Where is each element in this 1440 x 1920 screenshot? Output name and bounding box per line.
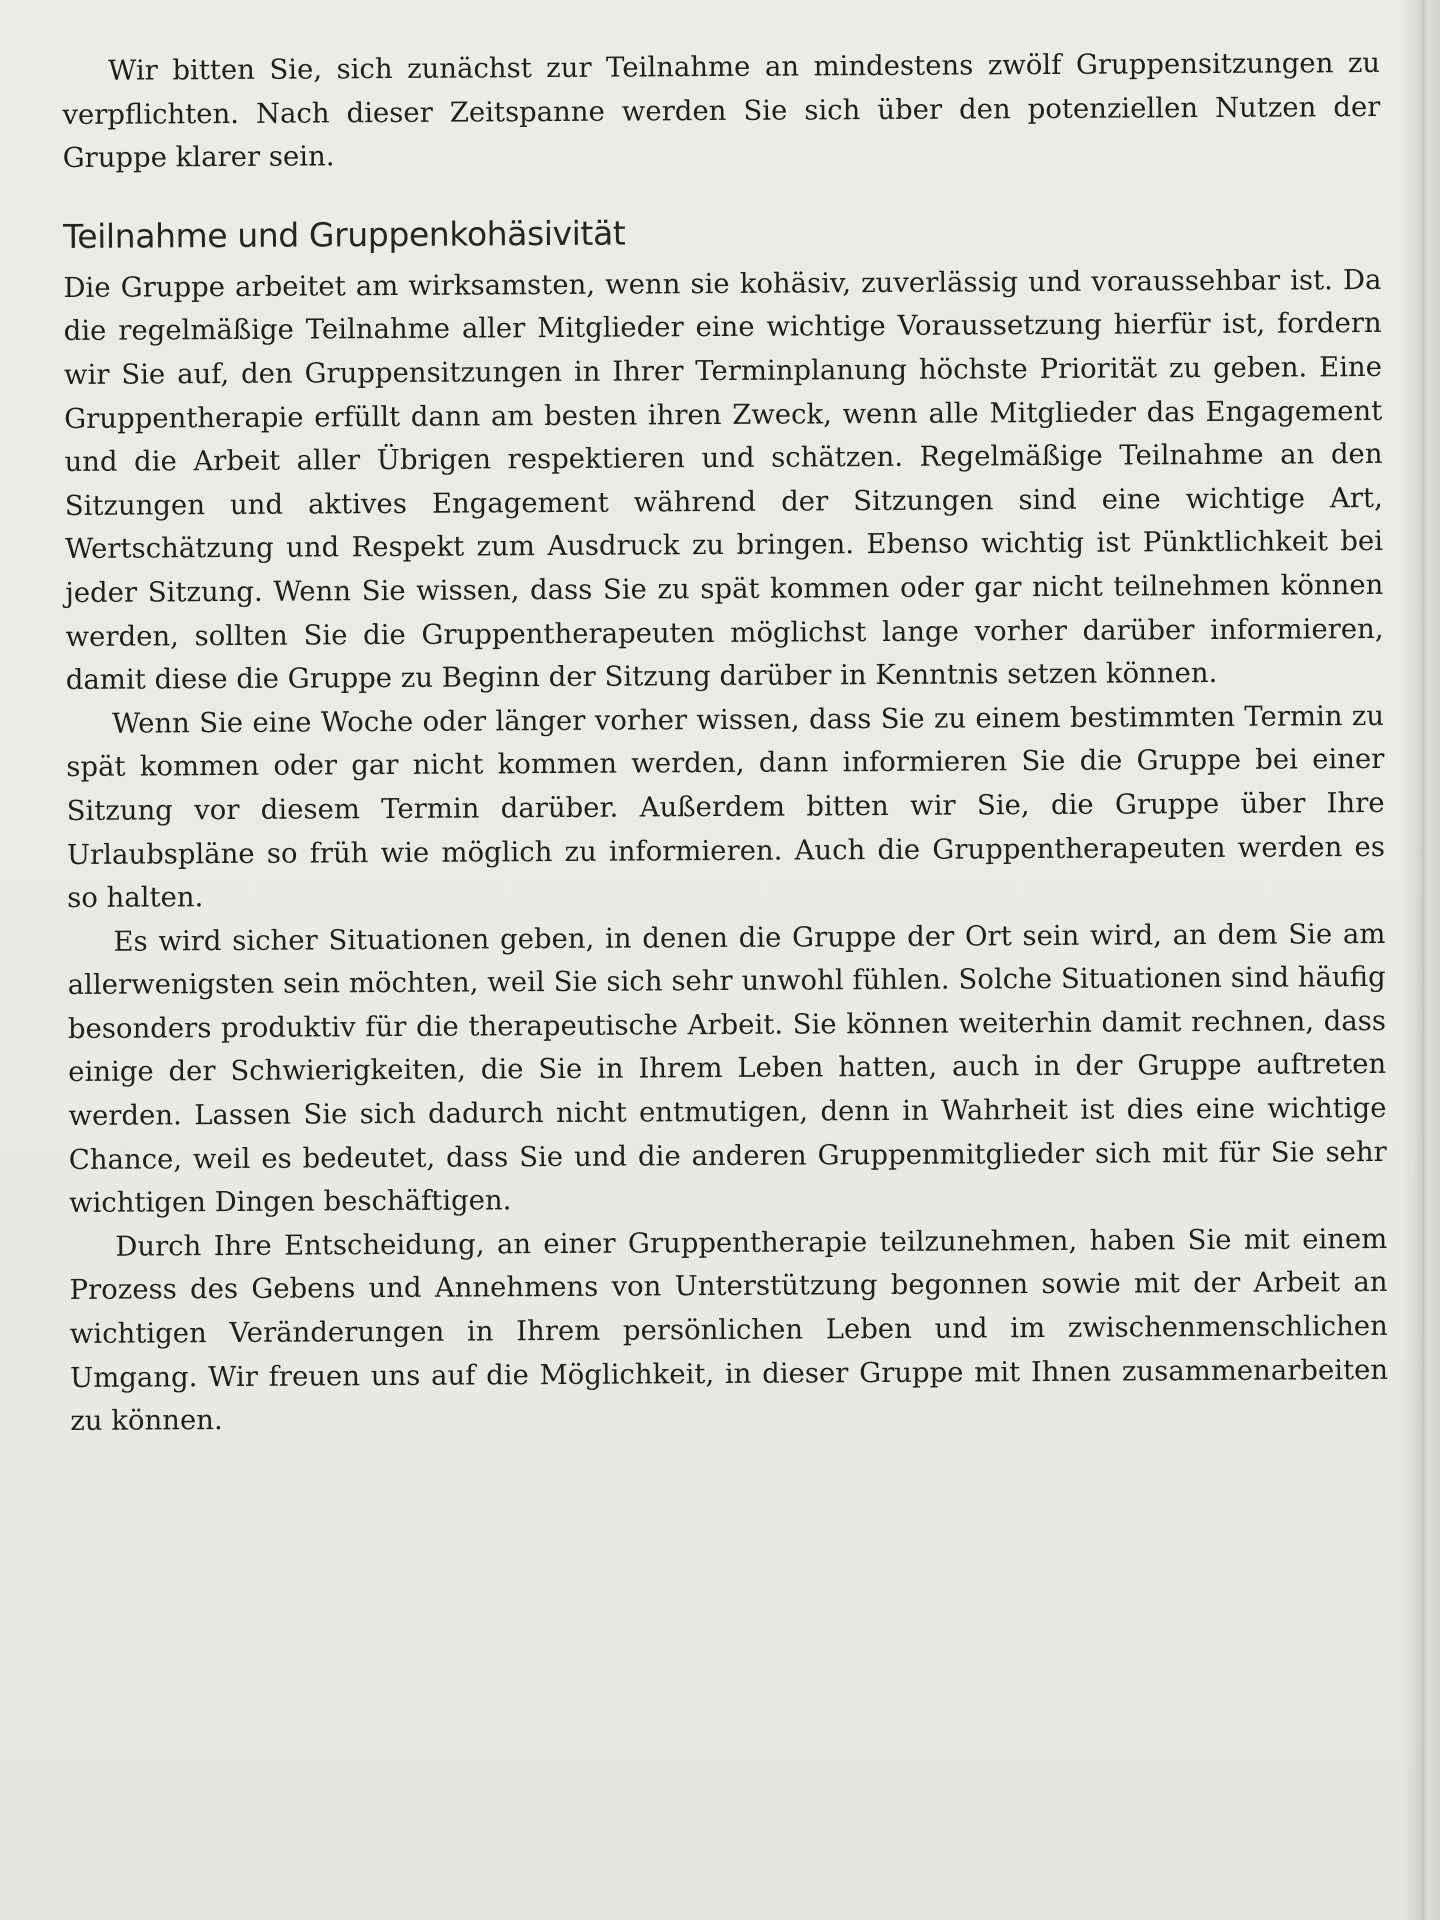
intro-paragraph: Wir bitten Sie, sich zunächst zur Teilnahme an mindestens zwölf Gruppensitzungen zu verpflichten. Nach dieser Zeitspanne werden Sie sich über den potenziellen Nutzen der Gruppe klarer sein.: [62, 46, 1381, 175]
section-heading: Teilnahme und Gruppenkohäsivität: [63, 213, 626, 256]
body-paragraph-1: Die Gruppe arbeitet am wirksamsten, wenn sie kohäsiv, zuverlässig und voraussehbar ist. Da die regelmäßige Teilnahme aller Mitglieder eine wichtige Voraussetzung hierfür ist, fordern wir Sie auf, den Gruppensitzungen in Ihrer Terminplanung höchste Priorität zu geben. Eine Gruppentherapie erfüllt dann am besten ihren Zweck, wenn alle Mitglieder das Engagement und die Arbeit aller Übrigen respektieren und schätzen. Regelmäßige Teilnahme an den Sitzungen und aktives Engagement während der Sitzungen sind eine wichtige Art, Wertschätzung und Respekt zum Ausdruck zu bringen. Ebenso wichtig ist Pünktlichkeit bei jeder Sitzung. Wenn Sie wissen, dass Sie zu spät kommen oder gar nicht teilnehmen können werden, sollten Sie die Gruppentherapeuten möglichst lange vorher darüber informieren, damit diese die Gruppe zu Beginn der Sitzung darüber in Kenntnis setzen können.: [63, 263, 1384, 697]
body-paragraph-4: Durch Ihre Entscheidung, an einer Gruppentherapie teilzunehmen, haben Sie mit einem Prozess des Gebens und Annehmens von Unterstützung begonnen sowie mit der Arbeit an wichtigen Veränderungen in Ihrem persönlichen Leben und im zwischenmenschlichen Umgang. Wir freuen uns auf die Möglichkeit, in dieser Gruppe mit Ihnen zusammenarbeiten zu können.: [69, 1222, 1389, 1438]
page-text: [62, 42, 1388, 1444]
body-paragraph-2: Wenn Sie eine Woche oder länger vorher wissen, dass Sie zu einem bestimmten Termin zu spät kommen oder gar nicht kommen werden, dann informieren Sie die Gruppe bei einer Sitzung vor diesem Termin darüber. Außerdem bitten wir Sie, die Gruppe über Ihre Urlaubspläne so früh wie möglich zu informieren. Auch die Gruppentherapeuten werden es so halten.: [66, 699, 1385, 915]
body-paragraph-3: Es wird sicher Situationen geben, in denen die Gruppe der Ort sein wird, an dem Sie am allerwenigsten sein möchten, weil Sie sich sehr unwohl fühlen. Solche Situationen sind häufig besonders produktiv für die therapeutische Arbeit. Sie können weiterhin damit rechnen, dass einige der Schwierigkeiten, die Sie in Ihrem Leben hatten, auch in der Gruppe auftreten werden. Lassen Sie sich dadurch nicht entmutigen, denn in Wahrheit ist dies eine wichtige Chance, weil es bedeutet, dass Sie und die anderen Gruppenmitglieder sich mit für Sie sehr wichtigen Dingen beschäftigen.: [67, 917, 1387, 1220]
page-edge-shadow: [1400, 0, 1440, 1920]
